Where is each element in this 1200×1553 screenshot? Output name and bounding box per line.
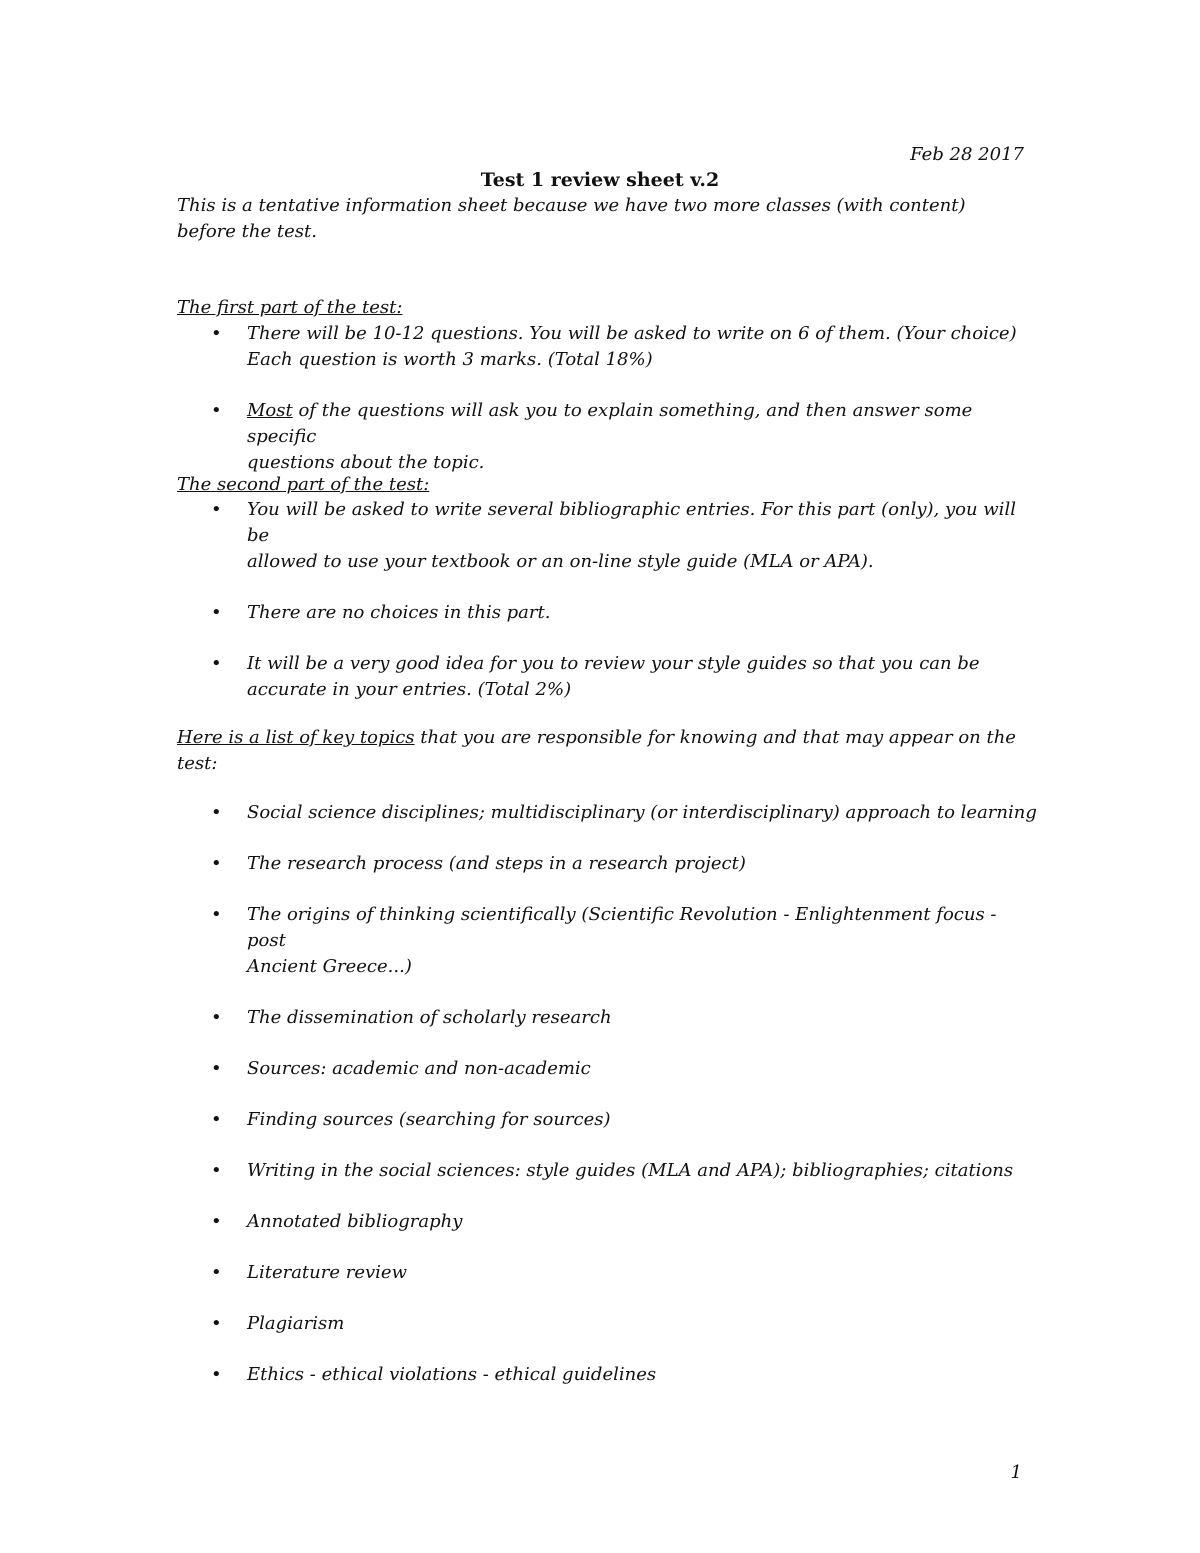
bullet-icon: •	[211, 602, 222, 623]
page-number: 1	[1010, 1462, 1022, 1483]
list-item-line1: It will be a very good idea for you to review your style guides so that you can be	[247, 653, 980, 674]
list-item-line2: accurate in your entries. (Total 2%)	[247, 679, 572, 700]
list-item-line1: You will be asked to write several bibliographic entries. For this part (only), you will be	[247, 499, 1016, 546]
topic-text: Literature review	[247, 1262, 407, 1283]
topic-item	[177, 851, 1037, 877]
topic-text: The dissemination of scholarly research	[247, 1007, 612, 1028]
topic-item	[177, 1107, 1037, 1133]
topic-item	[177, 1056, 1037, 1082]
topic-text: The research process (and steps in a research project)	[247, 853, 746, 874]
list-item-line1-rest: of the questions will ask you to explain something, and then answer some specific	[247, 400, 973, 447]
bullet-icon: •	[211, 904, 222, 925]
list-item	[177, 600, 1037, 626]
topic-item	[177, 1311, 1037, 1337]
bullet-icon: •	[211, 1007, 222, 1028]
bullet-icon: •	[211, 853, 222, 874]
list-item-line1: There are no choices in this part.	[247, 602, 551, 623]
document-title: Test 1 review sheet v.2	[480, 169, 720, 191]
topics-heading-line2: test:	[177, 753, 218, 774]
topic-text: Writing in the social sciences: style guides (MLA and APA); bibliographies; citations	[247, 1160, 1014, 1181]
bullet-icon: •	[211, 1262, 222, 1283]
topics-heading-rest: that you are responsible for knowing and that may appear on the	[414, 727, 1016, 748]
list-item	[177, 321, 1037, 373]
bullet-icon: •	[211, 1211, 222, 1232]
topic-text: Social science disciplines; multidisciplinary (or interdisciplinary) approach to learning	[247, 802, 1037, 823]
topics-heading	[177, 725, 1027, 777]
bullet-icon: •	[211, 802, 222, 823]
topic-item	[177, 1260, 1037, 1286]
topic-item	[177, 1005, 1037, 1031]
topic-text: Ethics - ethical violations - ethical guidelines	[247, 1364, 657, 1385]
part1-heading	[177, 295, 1027, 321]
list-item	[177, 497, 1037, 575]
list-item-emphasis: Most	[247, 400, 293, 421]
part1-heading-text: The first part of the test:	[177, 297, 403, 318]
list-item-line2: questions about the topic.	[247, 452, 485, 473]
list-item	[177, 398, 1037, 476]
bullet-icon: •	[211, 499, 222, 520]
bullet-icon: •	[211, 1364, 222, 1385]
topics-list	[177, 800, 1037, 1388]
bullet-icon: •	[211, 1160, 222, 1181]
topic-item	[177, 1209, 1037, 1235]
bullet-icon: •	[211, 1058, 222, 1079]
intro-paragraph: This is a tentative information sheet because we have two more classes (with content) before the test.	[177, 195, 966, 242]
list-item-line2: Each question is worth 3 marks. (Total 18%)	[247, 349, 653, 370]
topic-text: Finding sources (searching for sources)	[247, 1109, 611, 1130]
bullet-icon: •	[211, 1109, 222, 1130]
topic-item	[177, 1158, 1037, 1184]
topic-text: Sources: academic and non-academic	[247, 1058, 591, 1079]
part2-list	[177, 497, 1037, 703]
part2-heading	[177, 472, 1027, 498]
topics-heading-underlined: Here is a list of key topics	[177, 727, 415, 748]
topic-text-line2: Ancient Greece...)	[247, 956, 412, 977]
list-item-line1: There will be 10-12 questions. You will be asked to write on 6 of them. (Your choice)	[247, 323, 1017, 344]
bullet-icon: •	[211, 1313, 222, 1334]
document-date: Feb 28 2017	[910, 144, 1024, 165]
topic-item	[177, 1362, 1037, 1388]
list-item-line2: allowed to use your textbook or an on-line style guide (MLA or APA).	[247, 551, 874, 572]
bullet-icon: •	[211, 400, 222, 421]
list-item	[177, 651, 1037, 703]
part2-heading-text: The second part of the test:	[177, 474, 430, 495]
bullet-icon: •	[211, 653, 222, 674]
topic-text: Plagiarism	[247, 1313, 345, 1334]
bullet-icon: •	[211, 323, 222, 344]
topic-item	[177, 902, 1037, 980]
topic-item	[177, 800, 1037, 826]
topic-text: Annotated bibliography	[247, 1211, 463, 1232]
topic-text: The origins of thinking scientifically (Scientific Revolution - Enlightenment focus - post	[247, 904, 997, 951]
part1-list	[177, 321, 1037, 476]
